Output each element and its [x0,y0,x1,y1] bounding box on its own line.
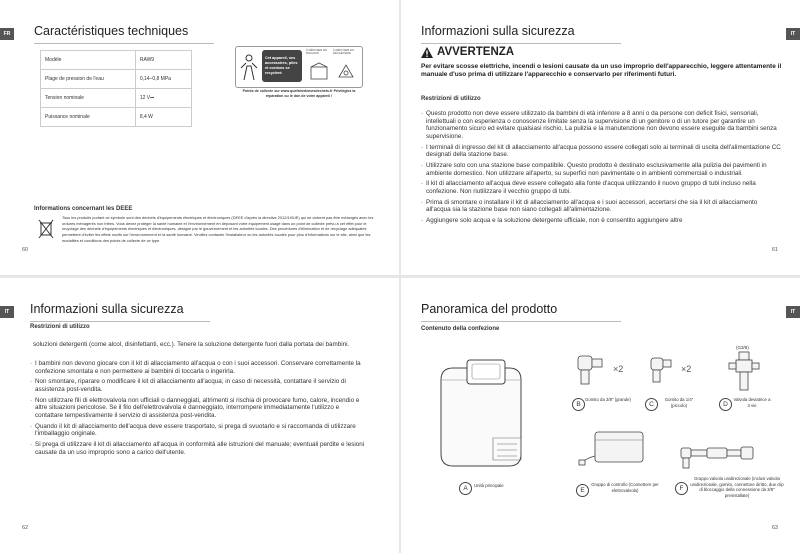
shop-caption: À DÉPOSER EN MAGASIN [306,48,327,56]
label-f: F [675,482,688,495]
control-unit-icon [579,428,649,468]
language-tab: FR [0,28,14,40]
triman-box [235,46,363,88]
small-elbow-icon [649,356,675,388]
deee-text: Tous les produits portant ce symbole sont des déchets d'équipements électriques et électroniques (DEEE d'après la directive 2012/19/UE) qui ne doivent pas être mélangés avec les ordures ménagères non triées. Vous devez protéger la santé humaine et l'environnement en déposant votre équipement usagé dans un point de collecte prévu à cet effet pour le recyclage des déchets d'équipements électriques et électroniques, désigné par le gouvernement et les autorités locales. Des procédures d'élimination et de recyclage adéquates permettent d'éviter les effets nocifs sur l'environnement et la santé humaine. Veuillez contacter l'installateur ou les autorités locales pour plus d'informations sur le site, ainsi que les modalités et conditions des points de collecte de ce type. [62,215,374,243]
spec-value: 12 V⎓ [135,89,191,108]
page-61 [401,0,800,275]
list-item: · Prima di smontare o installare il kit di allacciamento all'acqua e i suoi accessori, accertarsi che sia il kit di allacciamento all'acqua sia la stazione base non siano collegati all'alimentazione. [421,199,781,214]
label-c-text: Gomito da 1/4" (piccolo) [664,397,694,408]
title-rule [421,43,621,44]
label-d-text: Valvola deviatrice a 3 vie [733,397,771,408]
title-rule [34,43,214,44]
continued-text: soluzioni detergenti (come alcol, disinfettanti, ecc.). Tenere la soluzione detergente fuori dalla portata dei bambini. [33,341,350,348]
page-63 [401,278,800,553]
crossed-bin-icon [38,219,54,239]
recycle-icon [335,62,357,80]
table-row [41,70,192,89]
page-title: Caractéristiques techniques [34,24,189,38]
triman-note: Points de collecte sur www.quefairedemesdechets.fr Privilégiez la réparation ou le don de votre appareil ! [242,89,356,98]
check-valve-assembly-icon [679,444,759,474]
spec-value: RAW9 [135,51,191,70]
restrictions-title: Restrizioni di utilizzo [421,96,481,102]
large-elbow-icon [576,354,606,389]
label-b-text: Gomito da 3/8" (grande) [585,397,631,402]
spec-label: Puissance nominale [41,108,136,127]
list-item: · I terminali di ingresso del kit di allacciamento all'acqua possono essere collegati solo ai terminali di uscita dell'alimentazione CC designati della stazione base. [421,144,781,159]
dump-caption: À DÉPOSER EN DÉCHÈTERIE [333,48,354,56]
language-tab: IT [0,306,14,318]
sorting-text: Cet appareil, ses accessoires, piles et cordons se recyclent [265,56,298,75]
qty-b: ×2 [613,364,624,374]
label-c: C [645,398,658,411]
list-item: · I bambini non devono giocare con il kit di allacciamento all'acqua o con i suoi accessori. Conservare correttamente la confezione smontata e non permettere ai bambini di toccarla o ingerirla. [30,360,365,375]
page-number: 63 [771,525,778,531]
spec-label: Plage de pression de l'eau [41,70,136,89]
language-tab: IT [786,28,800,40]
label-e-text: Gruppo di controllo (Connettore per elettrovalvola) [591,482,659,493]
page-number: 60 [22,247,29,253]
restrictions-list [30,360,365,459]
label-a-text: Unità principale [474,483,504,488]
title-rule [30,321,210,322]
list-item: · Questo prodotto non deve essere utilizzato da bambini di età inferiore a 8 anni o da persone con deficit fisici, sensoriali, intellettuali o con esperienza o conoscenze limitate senza la supervisione di un genitore o di un tutore per garantire un funzionamento sicuro ed evitare qualsiasi rischio. La pulizia e la manutenzione non devono essere eseguite da bambini senza supervisione. [421,110,781,141]
spec-table [40,50,192,127]
sorting-badge [262,50,302,82]
list-item: · Utilizzare solo con una stazione base compatibile. Questo prodotto è destinato esclusivamente alla pulizia dei pavimenti in ambiente domestico. Non utilizzare all'aperto, su superfici non pavimentate o in ambienti commerciali o industriali. [421,162,781,177]
label-a: A [459,482,472,495]
warning-intro: Per evitare scosse elettriche, incendi o lesioni causate da un uso improprio dell'apparecchio, leggere attentamente il manuale d'uso prima di utilizzare l'apparecchio e conservarlo per riferimenti futuri. [421,63,782,79]
table-row [41,89,192,108]
page-62 [0,278,399,553]
page-number: 61 [771,247,778,253]
spec-value: 8,4 W [135,108,191,127]
main-unit-illustration [421,358,541,473]
thread-size: (G3/8) [736,345,749,350]
list-item: · Aggiungere solo acqua e la soluzione detergente ufficiale, non è consentito aggiungere altre [421,217,781,225]
list-item: · Non utilizzare fili di elettrovalvola non ufficiali o danneggiati, altrimenti si rischia di provocare fumo, calore, incendio e altre situazioni pericolose. Se il filo dell'elettrovalvola è danneggiato, interrompere immediatamente l'utilizzo e contattare tempestivamente il servizio di assistenza post-vendita. [30,397,365,420]
warning-icon [421,47,433,58]
table-row [41,51,192,70]
page-title: Informazioni sulla sicurezza [421,24,575,38]
diverter-valve-icon [729,352,759,394]
page-number: 62 [22,525,29,531]
language-tab: IT [786,306,800,318]
triman-icon [239,52,259,82]
warning-title: AVVERTENZA [437,46,515,58]
list-item: · Si prega di utilizzare il kit di allacciamento all'acqua in conformità alle istruzioni del manuale; eventuali perdite e lesioni causate da un uso improprio sono a carico dell'utente. [30,441,365,456]
list-item: · Quando il kit di allacciamento dell'acqua deve essere trasportato, si prega di svuotarlo e si raccomanda di utilizzare l'imballaggio originale. [30,423,365,438]
spec-label: Tension nominale [41,89,136,108]
spec-label: Modèle [41,51,136,70]
deee-title: Informations concernant les DEEE [34,206,133,212]
page-title: Informazioni sulla sicurezza [30,302,184,316]
shop-icon [308,62,330,80]
title-rule [421,321,621,322]
restrictions-list [421,110,781,228]
qty-c: ×2 [681,364,692,374]
label-b: B [572,398,585,411]
page-title: Panoramica del prodotto [421,302,558,316]
warning-heading [421,46,514,58]
spec-value: 0,14–0,8 MPa [135,70,191,89]
restrictions-title: Restrizioni di utilizzo [30,324,90,330]
list-item: · Il kit di allacciamento all'acqua deve essere collegato alla fonte d'acqua utilizzando il nuovo gruppo di tubi incluso nella confezione. Non riutilizzare il vecchio gruppo di tubi. [421,180,781,195]
label-e: E [576,484,589,497]
table-row [41,108,192,127]
label-d: D [719,398,732,411]
list-item: · Non smontare, riparare o modificare il kit di allacciamento all'acqua; in caso di necessità, contattare il servizio di assistenza post-vendita. [30,378,365,393]
page-60 [0,0,399,275]
label-f-text: Gruppo valvola unidirezionale (inclusi valvola unidirezionale, gomito, connettore diritto, due clip di bloccaggio della connessione da 3/8" preinstallate) [690,476,784,498]
contents-title: Contenuto della confezione [421,326,500,332]
